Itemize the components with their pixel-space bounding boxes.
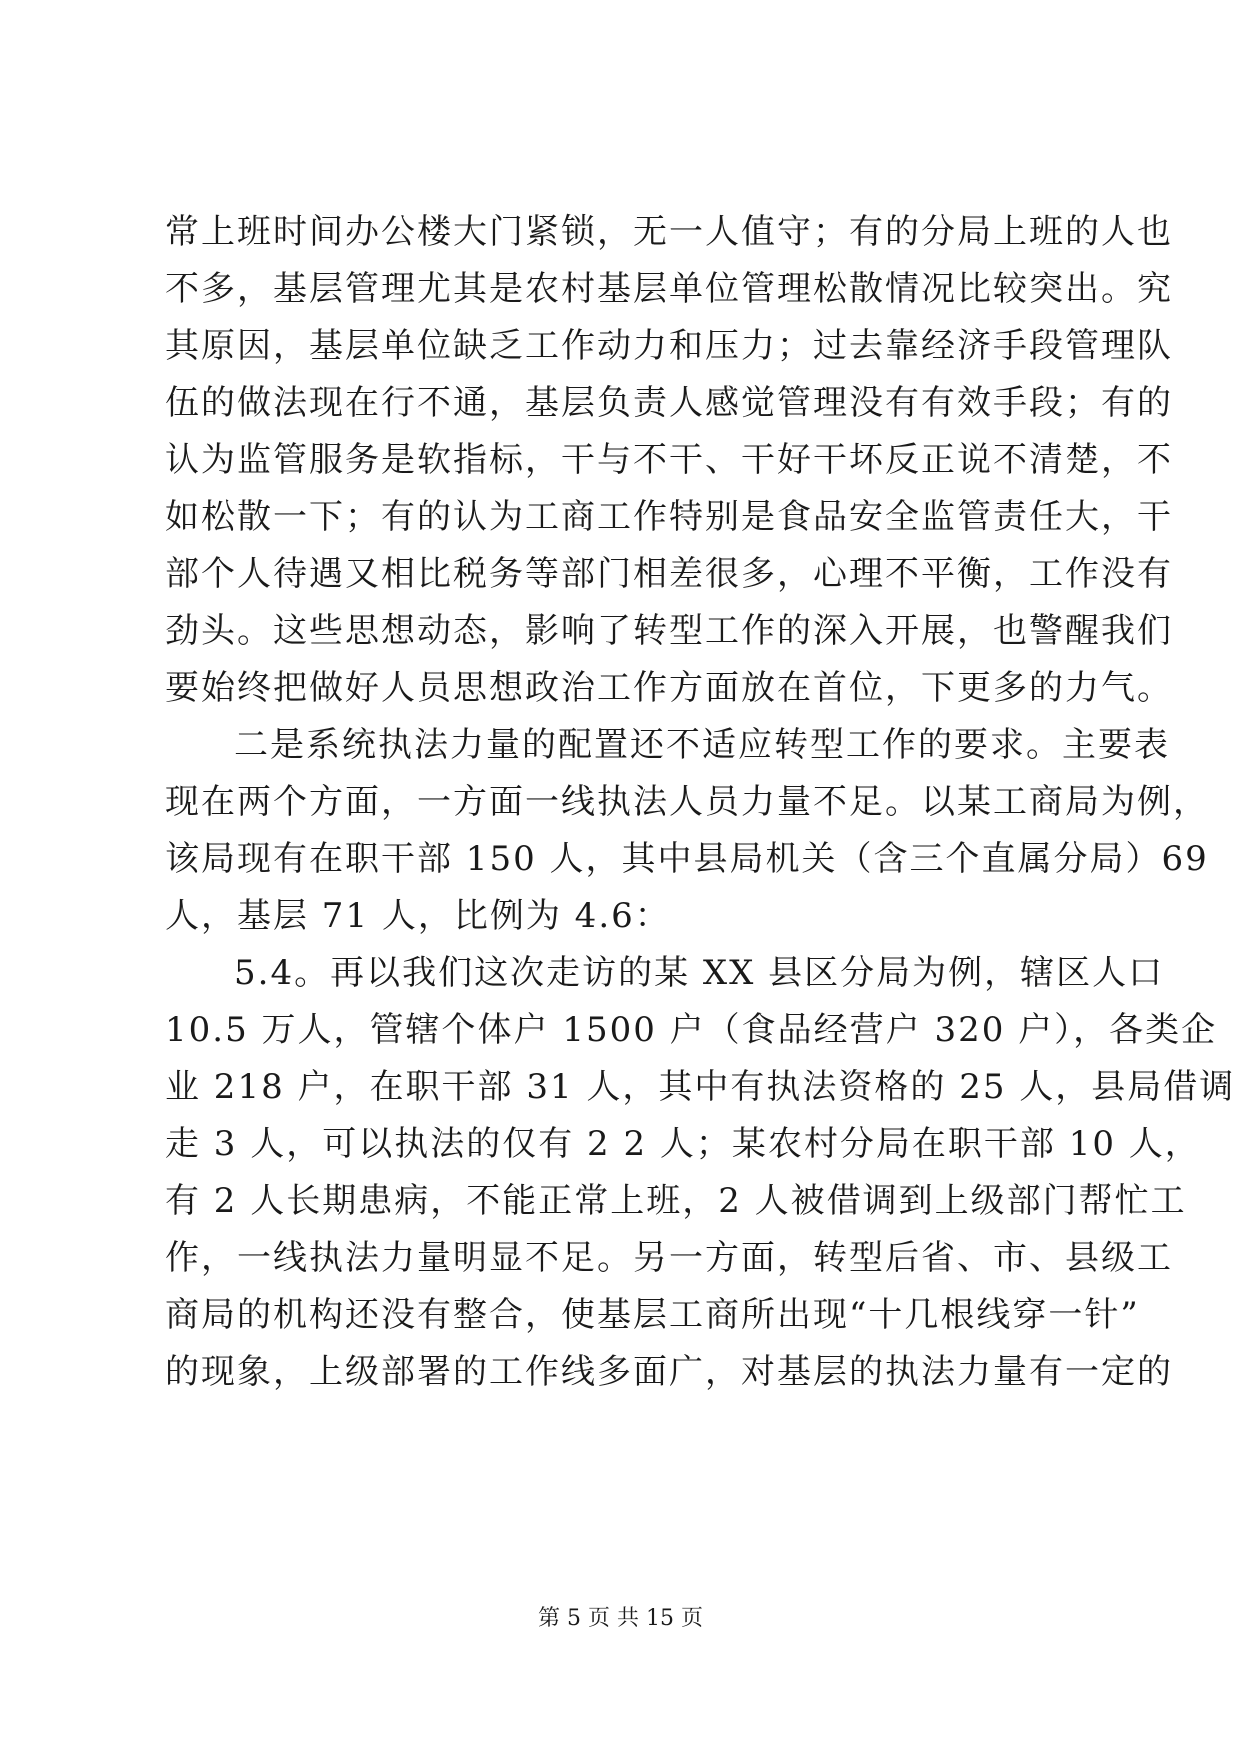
body-text-line: 如松散一下；有的认为工商工作特别是食品安全监管责任大，干 <box>165 497 1173 537</box>
body-text-line: 要始终把做好人员思想政治工作方面放在首位，下更多的力气。 <box>165 668 1173 708</box>
body-text-line: 部个人待遇又相比税务等部门相差很多，心理不平衡，工作没有 <box>165 554 1173 594</box>
body-text-line: 伍的做法现在行不通，基层负责人感觉管理没有有效手段；有的 <box>165 383 1173 423</box>
body-text-line: 常上班时间办公楼大门紧锁，无一人值守；有的分局上班的人也 <box>165 212 1173 252</box>
body-text-line: 有 2 人长期患病，不能正常上班，2 人被借调到上级部门帮忙工 <box>165 1181 1187 1221</box>
body-text-line: 10.5 万人，管辖个体户 1500 户（食品经营户 320 户），各类企 <box>165 1010 1218 1050</box>
page-number-footer: 第 5 页 共 15 页 <box>538 1606 703 1631</box>
body-text-line: 其原因，基层单位缺乏工作动力和压力；过去靠经济手段管理队 <box>165 326 1173 366</box>
body-text-line: 人，基层 71 人，比例为 4.6： <box>165 896 671 936</box>
body-text-line: 商局的机构还没有整合，使基层工商所出现“十几根线穿一针” <box>165 1295 1140 1335</box>
body-text-line: 不多，基层管理尤其是农村基层单位管理松散情况比较突出。究 <box>165 269 1173 309</box>
body-text-line: 的现象，上级部署的工作线多面广，对基层的执法力量有一定的 <box>165 1352 1173 1392</box>
body-text-line: 该局现有在职干部 150 人，其中县局机关（含三个直属分局）69 <box>165 839 1209 879</box>
paragraph-start-line: 5.4。再以我们这次走访的某 XX 县区分局为例，辖区人口 <box>234 953 1165 993</box>
body-text-line: 现在两个方面，一方面一线执法人员力量不足。以某工商局为例， <box>165 782 1209 822</box>
body-text-line: 业 218 户，在职干部 31 人，其中有执法资格的 25 人，县局借调 <box>165 1067 1236 1107</box>
body-text-line: 劲头。这些思想动态，影响了转型工作的深入开展，也警醒我们 <box>165 611 1173 651</box>
paragraph-start-line: 二是系统执法力量的配置还不适应转型工作的要求。主要表 <box>234 725 1170 765</box>
body-text-line: 作，一线执法力量明显不足。另一方面，转型后省、市、县级工 <box>165 1238 1173 1278</box>
body-text-line: 认为监管服务是软指标，干与不干、干好干坏反正说不清楚，不 <box>165 440 1173 480</box>
body-text-line: 走 3 人，可以执法的仅有 2 2 人；某农村分局在职干部 10 人， <box>165 1124 1201 1164</box>
